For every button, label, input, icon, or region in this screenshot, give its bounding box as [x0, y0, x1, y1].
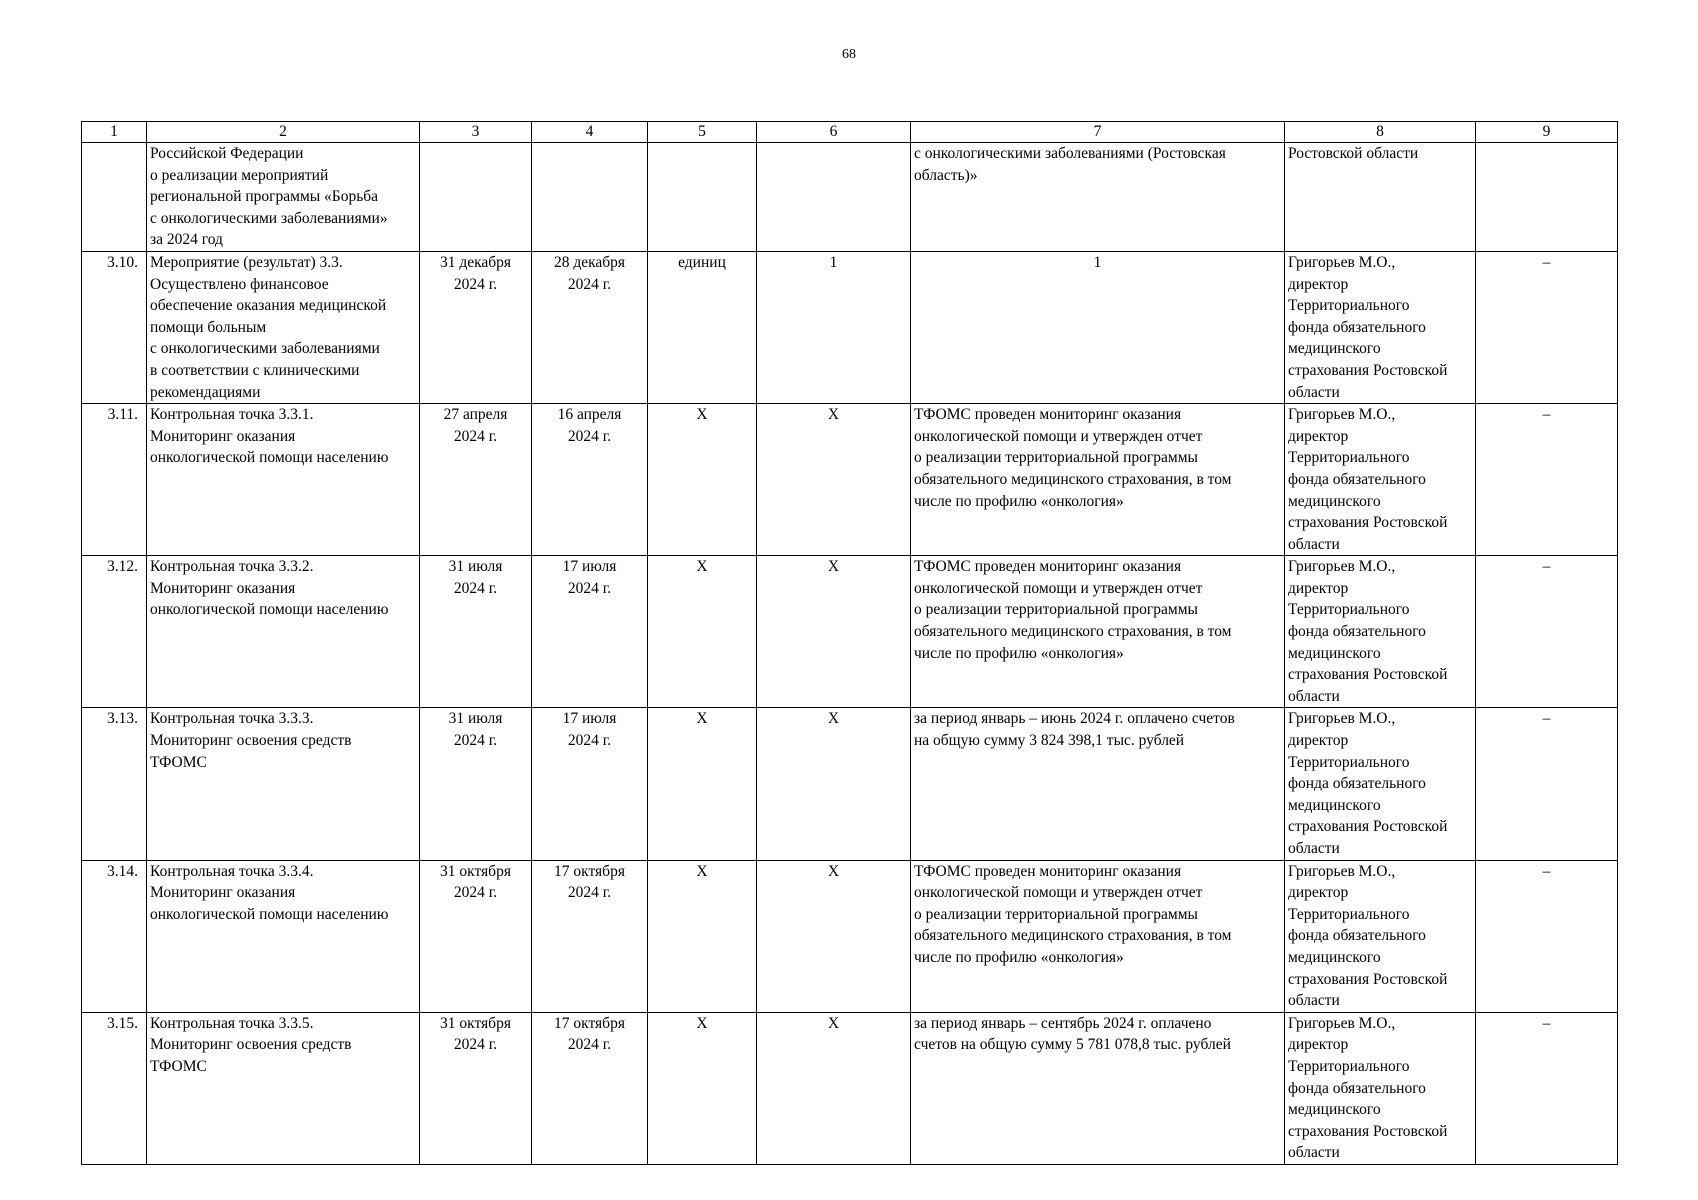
result-text: за период январь – июнь 2024 г. оплачено счетов на общую сумму 3 824 398,1 тыс. рублей — [911, 708, 1285, 860]
note: – — [1476, 708, 1618, 860]
table-row — [82, 143, 1618, 252]
result-text: 1 — [911, 251, 1285, 403]
table-row — [82, 251, 1618, 403]
column-number: 8 — [1285, 122, 1476, 143]
note: – — [1476, 251, 1618, 403]
plan-value: Х — [757, 556, 911, 708]
note: – — [1476, 404, 1618, 556]
activity-name: Мероприятие (результат) 3.3. Осуществлено финансовое обеспечение оказания медицинской помощи больным с онкологическими заболеваниями в соответствии с клиническими рекомендациями — [147, 251, 420, 403]
column-number: 7 — [911, 122, 1285, 143]
unit: единиц — [648, 251, 757, 403]
note: – — [1476, 860, 1618, 1012]
plan-date: 31 декабря 2024 г. — [420, 251, 532, 403]
plan-value: 1 — [757, 251, 911, 403]
plan-value: Х — [757, 708, 911, 860]
note: – — [1476, 1012, 1618, 1164]
column-number: 1 — [82, 122, 147, 143]
column-number: 2 — [147, 122, 420, 143]
plan-date: 31 июля 2024 г. — [420, 556, 532, 708]
row-number: 3.12. — [82, 556, 147, 708]
unit: Х — [648, 708, 757, 860]
table-row — [82, 1012, 1618, 1164]
activity-name: Контрольная точка 3.3.2. Мониторинг оказания онкологической помощи населению — [147, 556, 420, 708]
fact-date: 28 декабря 2024 г. — [532, 251, 648, 403]
unit: Х — [648, 860, 757, 1012]
column-number: 5 — [648, 122, 757, 143]
fact-date: 16 апреля 2024 г. — [532, 404, 648, 556]
plan-date: 31 октября 2024 г. — [420, 860, 532, 1012]
plan-date: 31 октября 2024 г. — [420, 1012, 532, 1164]
plan-value: Х — [757, 1012, 911, 1164]
plan-date: 27 апреля 2024 г. — [420, 404, 532, 556]
column-number: 9 — [1476, 122, 1618, 143]
plan-date: 31 июля 2024 г. — [420, 708, 532, 860]
column-number: 6 — [757, 122, 911, 143]
unit: Х — [648, 404, 757, 556]
unit: Х — [648, 1012, 757, 1164]
fact-date: 17 октября 2024 г. — [532, 860, 648, 1012]
responsible-person: Григорьев М.О., директор Территориального фонда обязательного медицинского страхования Ростовской области — [1285, 251, 1476, 403]
table-row — [82, 708, 1618, 860]
row-number: 3.10. — [82, 251, 147, 403]
column-number: 3 — [420, 122, 532, 143]
table-row — [82, 860, 1618, 1012]
row-number: 3.11. — [82, 404, 147, 556]
report-table — [81, 121, 1618, 1165]
row-number — [82, 143, 147, 252]
responsible-person: Григорьев М.О., директор Территориального фонда обязательного медицинского страхования Ростовской области — [1285, 1012, 1476, 1164]
row-number: 3.15. — [82, 1012, 147, 1164]
plan-date — [420, 143, 532, 252]
activity-name: Контрольная точка 3.3.3. Мониторинг освоения средств ТФОМС — [147, 708, 420, 860]
result-text: с онкологическими заболеваниями (Ростовская область)» — [911, 143, 1285, 252]
result-text: за период январь – сентябрь 2024 г. оплачено счетов на общую сумму 5 781 078,8 тыс. рублей — [911, 1012, 1285, 1164]
responsible-person: Григорьев М.О., директор Территориального фонда обязательного медицинского страхования Ростовской области — [1285, 556, 1476, 708]
page-number: 68 — [842, 47, 856, 62]
activity-name: Российской Федерации о реализации мероприятий региональной программы «Борьба с онкологическими заболеваниями» за 2024 год — [147, 143, 420, 252]
responsible-person: Григорьев М.О., директор Территориального фонда обязательного медицинского страхования Ростовской области — [1285, 708, 1476, 860]
fact-date: 17 июля 2024 г. — [532, 556, 648, 708]
column-number-row — [82, 122, 1618, 143]
unit: Х — [648, 556, 757, 708]
fact-date: 17 октября 2024 г. — [532, 1012, 648, 1164]
row-number: 3.13. — [82, 708, 147, 860]
plan-value: Х — [757, 860, 911, 1012]
responsible-person: Ростовской области — [1285, 143, 1476, 252]
fact-date: 17 июля 2024 г. — [532, 708, 648, 860]
activity-name: Контрольная точка 3.3.5. Мониторинг освоения средств ТФОМС — [147, 1012, 420, 1164]
row-number: 3.14. — [82, 860, 147, 1012]
result-text: ТФОМС проведен мониторинг оказания онкологической помощи и утвержден отчет о реализации территориальной программы обязательного медицинского страхования, в том числе по профилю «онкология» — [911, 556, 1285, 708]
plan-value — [757, 143, 911, 252]
column-number: 4 — [532, 122, 648, 143]
fact-date — [532, 143, 648, 252]
note: – — [1476, 556, 1618, 708]
result-text: ТФОМС проведен мониторинг оказания онкологической помощи и утвержден отчет о реализации территориальной программы обязательного медицинского страхования, в том числе по профилю «онкология» — [911, 860, 1285, 1012]
responsible-person: Григорьев М.О., директор Территориального фонда обязательного медицинского страхования Ростовской области — [1285, 404, 1476, 556]
table-row — [82, 556, 1618, 708]
responsible-person: Григорьев М.О., директор Территориального фонда обязательного медицинского страхования Ростовской области — [1285, 860, 1476, 1012]
activity-name: Контрольная точка 3.3.4. Мониторинг оказания онкологической помощи населению — [147, 860, 420, 1012]
plan-value: Х — [757, 404, 911, 556]
activity-name: Контрольная точка 3.3.1. Мониторинг оказания онкологической помощи населению — [147, 404, 420, 556]
table-row — [82, 404, 1618, 556]
note — [1476, 143, 1618, 252]
unit — [648, 143, 757, 252]
result-text: ТФОМС проведен мониторинг оказания онкологической помощи и утвержден отчет о реализации территориальной программы обязательного медицинского страхования, в том числе по профилю «онкология» — [911, 404, 1285, 556]
